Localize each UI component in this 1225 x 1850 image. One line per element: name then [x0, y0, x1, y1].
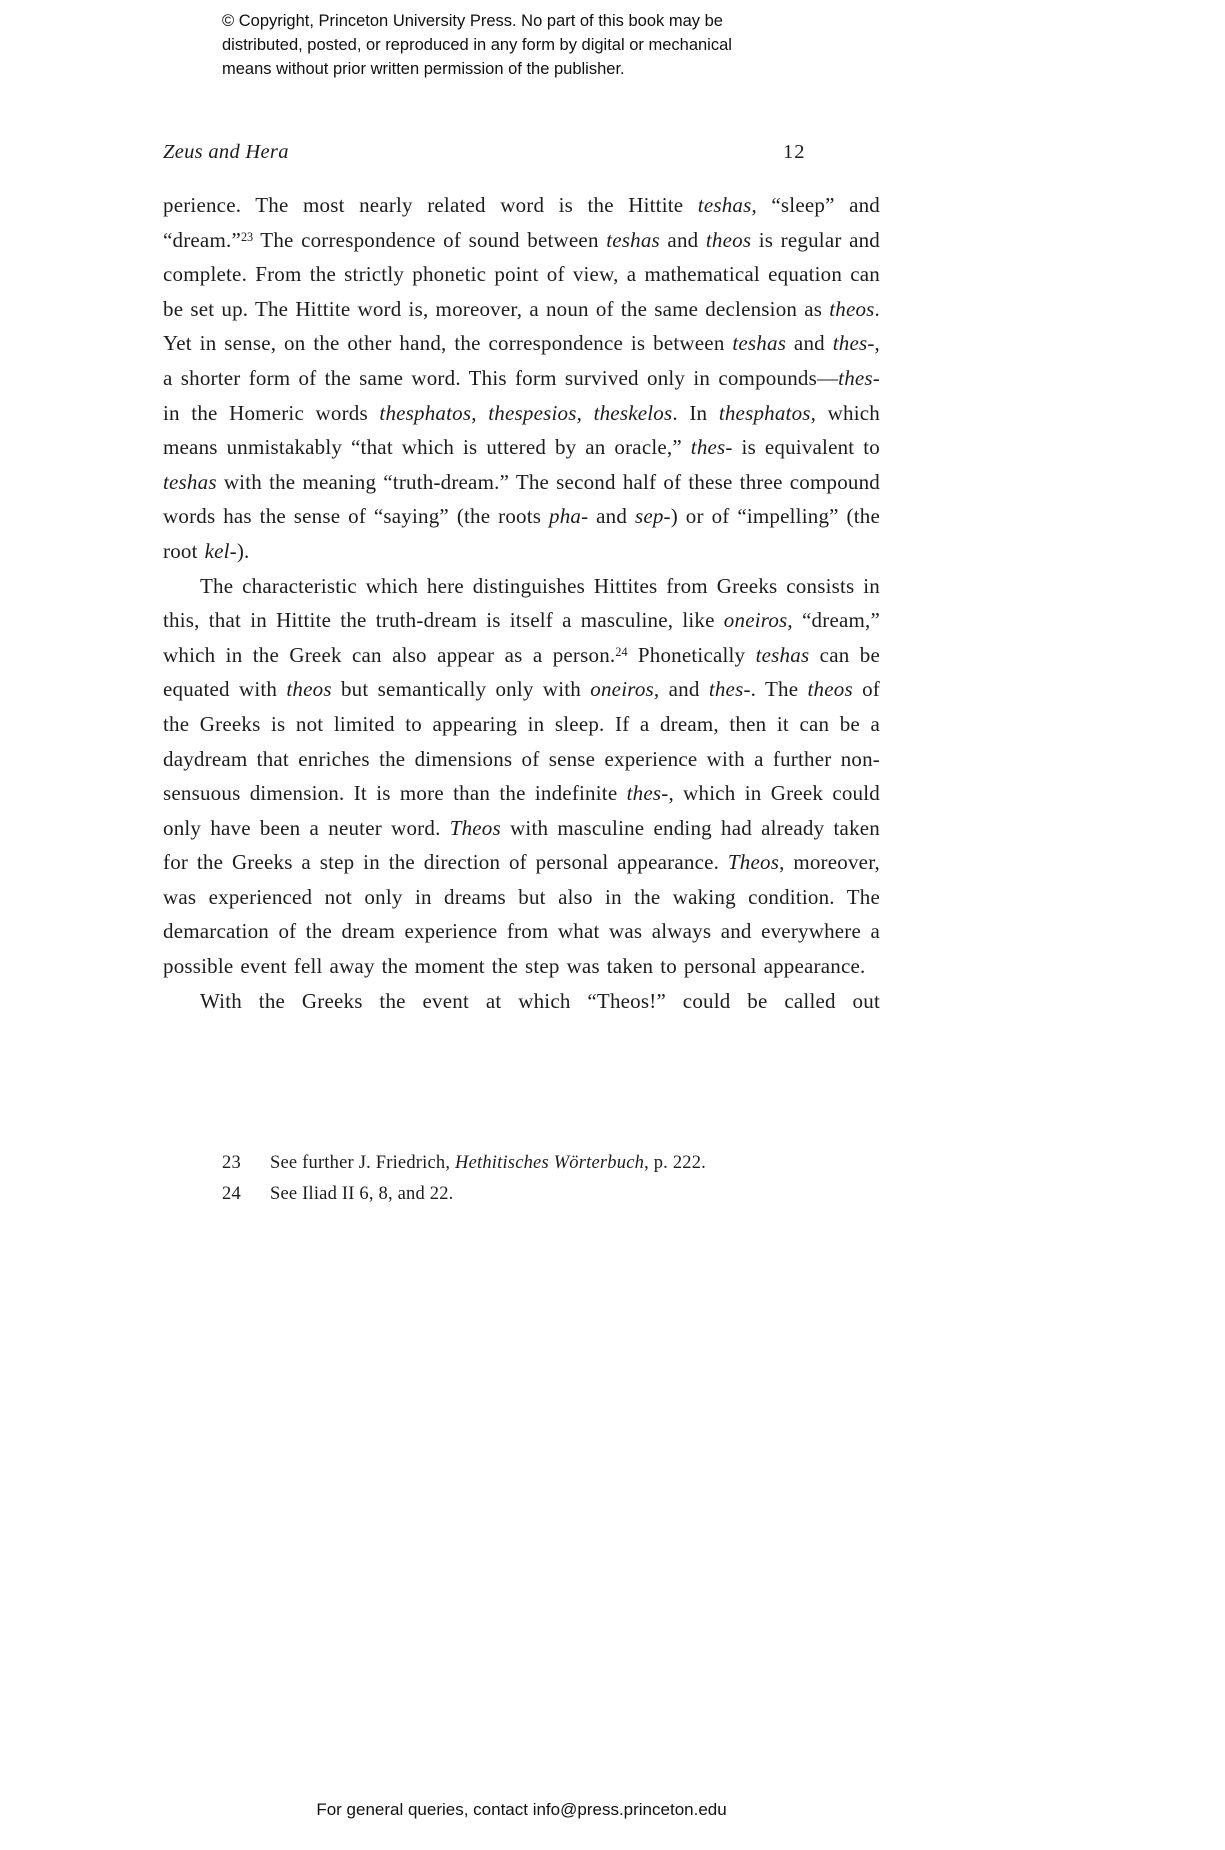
- footnote-23: [163, 1148, 880, 1179]
- running-header: [163, 141, 880, 164]
- footnote-number: 24: [222, 1184, 241, 1204]
- page-number: 12: [783, 141, 806, 163]
- paragraph-1: perience. The most nearly related word is the Hittite teshas, “sleep” and “dream.”$^{23}$ The correspondence of sound between teshas and theos is regular and complete. From the strictly phonetic point of view, a mathematical equation can be set up. The Hittite word is, moreover, a noun of the same declension as theos. Yet in sense, on the other hand, the correspondence is between teshas and thes-, a shorter form of the same word. This form survived only in compounds—thes- in the Homeric words thesphatos, thespesios, theskelos. In thesphatos, which means unmistakably “that which is uttered by an oracle,” thes- is equivalent to teshas with the meaning “truth-dream.” The second half of these three compound words has the sense of “saying” (the roots pha- and sep-) or of “impelling” (the root kel-).: [163, 193, 880, 563]
- footnote-24: [163, 1179, 880, 1210]
- footnotes: [163, 1148, 880, 1210]
- footnote-text: See Iliad II 6, 8, and 22.: [270, 1184, 454, 1204]
- copyright-line-1: © Copyright, Princeton University Press. No part of this book may be: [222, 12, 723, 30]
- paragraph-2: The characteristic which here distinguishes Hittites from Greeks consists in this, that in Hittite the truth-dream is itself a masculine, like oneiros, “dream,” which in the Greek can also appear as a person.$^{24}$ Phonetically teshas can be equated with theos but semantically only with oneiros, and thes-. The theos of the Greeks is not limited to appearing in sleep. If a dream, then it can be a daydream that enriches the dimensions of sense experience with a further non-sensuous dimension. It is more than the indefinite thes-, which in Greek could only have been a neuter word. Theos with masculine ending had already taken for the Greeks a step in the direction of personal appearance. Theos, moreover, was experienced not only in dreams but also in the waking condition. The demarcation of the dream experience from what was always and everywhere a possible event fell away the moment the step was taken to personal appearance.: [163, 573, 880, 979]
- running-header-title: Zeus and Hera: [163, 141, 289, 163]
- copyright-line-2: distributed, posted, or reproduced in any form by digital or mechanical: [222, 36, 732, 54]
- page-footer: For general queries, contact info@press.princeton.edu: [316, 1800, 727, 1819]
- copyright-line-3: means without prior written permission of the publisher.: [222, 60, 625, 78]
- paragraph-3: With the Greeks the event at which “Theos!” could be called out: [200, 988, 880, 1013]
- footnote-text: See further J. Friedrich, Hethitisches Wörterbuch, p. 222.: [270, 1153, 707, 1173]
- body-text: [163, 188, 880, 1018]
- footnote-number: 23: [222, 1153, 241, 1173]
- copyright-notice: [222, 9, 862, 81]
